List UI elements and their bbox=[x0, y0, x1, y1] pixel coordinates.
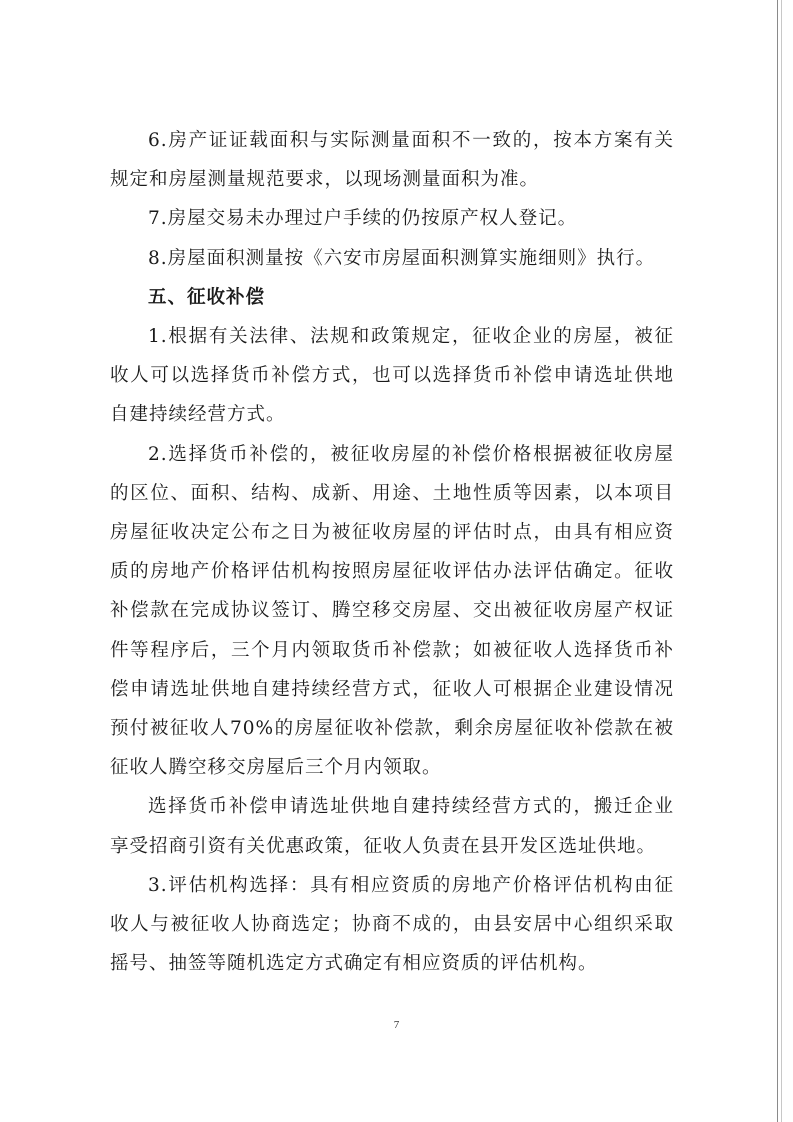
document-body bbox=[110, 121, 674, 983]
paragraph-compensation-2-extra: 选择货币补偿申请选址供地自建持续经营方式的，搬迁企业享受招商引资有关优惠政策，征收人负责在县开发区选址供地。 bbox=[110, 796, 674, 857]
page-number: 7 bbox=[393, 1019, 400, 1031]
paragraph-item-8: 8.房屋面积测量按《六安市房屋面积测算实施细则》执行。 bbox=[148, 247, 656, 269]
paragraph-compensation-3: 3.评估机构选择：具有相应资质的房地产价格评估机构由征收人与被征收人协商选定；协商不成的，由县安居中心组织采取摇号、抽签等随机选定方式确定有相应资质的评估机构。 bbox=[110, 874, 674, 975]
page-edge-line bbox=[777, 0, 778, 1122]
paragraph-compensation-1: 1.根据有关法律、法规和政策规定，征收企业的房屋，被征收人可以选择货币补偿方式，也可以选择货币补偿申请选址供地自建持续经营方式。 bbox=[110, 326, 674, 426]
paragraph-item-7: 7.房屋交易未办理过户手续的仍按原产权人登记。 bbox=[148, 208, 578, 230]
page-edge-shadow bbox=[781, 0, 782, 1122]
paragraph-item-6: 6.房产证证载面积与实际测量面积不一致的，按本方案有关规定和房屋测量规范要求，以现场测量面积为准。 bbox=[110, 130, 674, 191]
section-heading-compensation: 五、征收补偿 bbox=[148, 286, 266, 308]
paragraph-compensation-2: 2.选择货币补偿的，被征收房屋的补偿价格根据被征收房屋的区位、面积、结构、成新、用途、土地性质等因素，以本项目房屋征收决定公布之日为被征收房屋的评估时点，由具有相应资质的房地产价格评估机构按照房屋征收评估办法评估确定。征收补偿款在完成协议签订、腾空移交房屋、交出被征收房屋产权证件等程序后，三个月内领取货币补偿款；如被征收人选择货币补偿申请选址供地自建持续经营方式，征收人可根据企业建设情况预付被征收人70%的房屋征收补偿款，剩余房屋征收补偿款在被征收人腾空移交房屋后三个月内领取。 bbox=[110, 443, 674, 779]
